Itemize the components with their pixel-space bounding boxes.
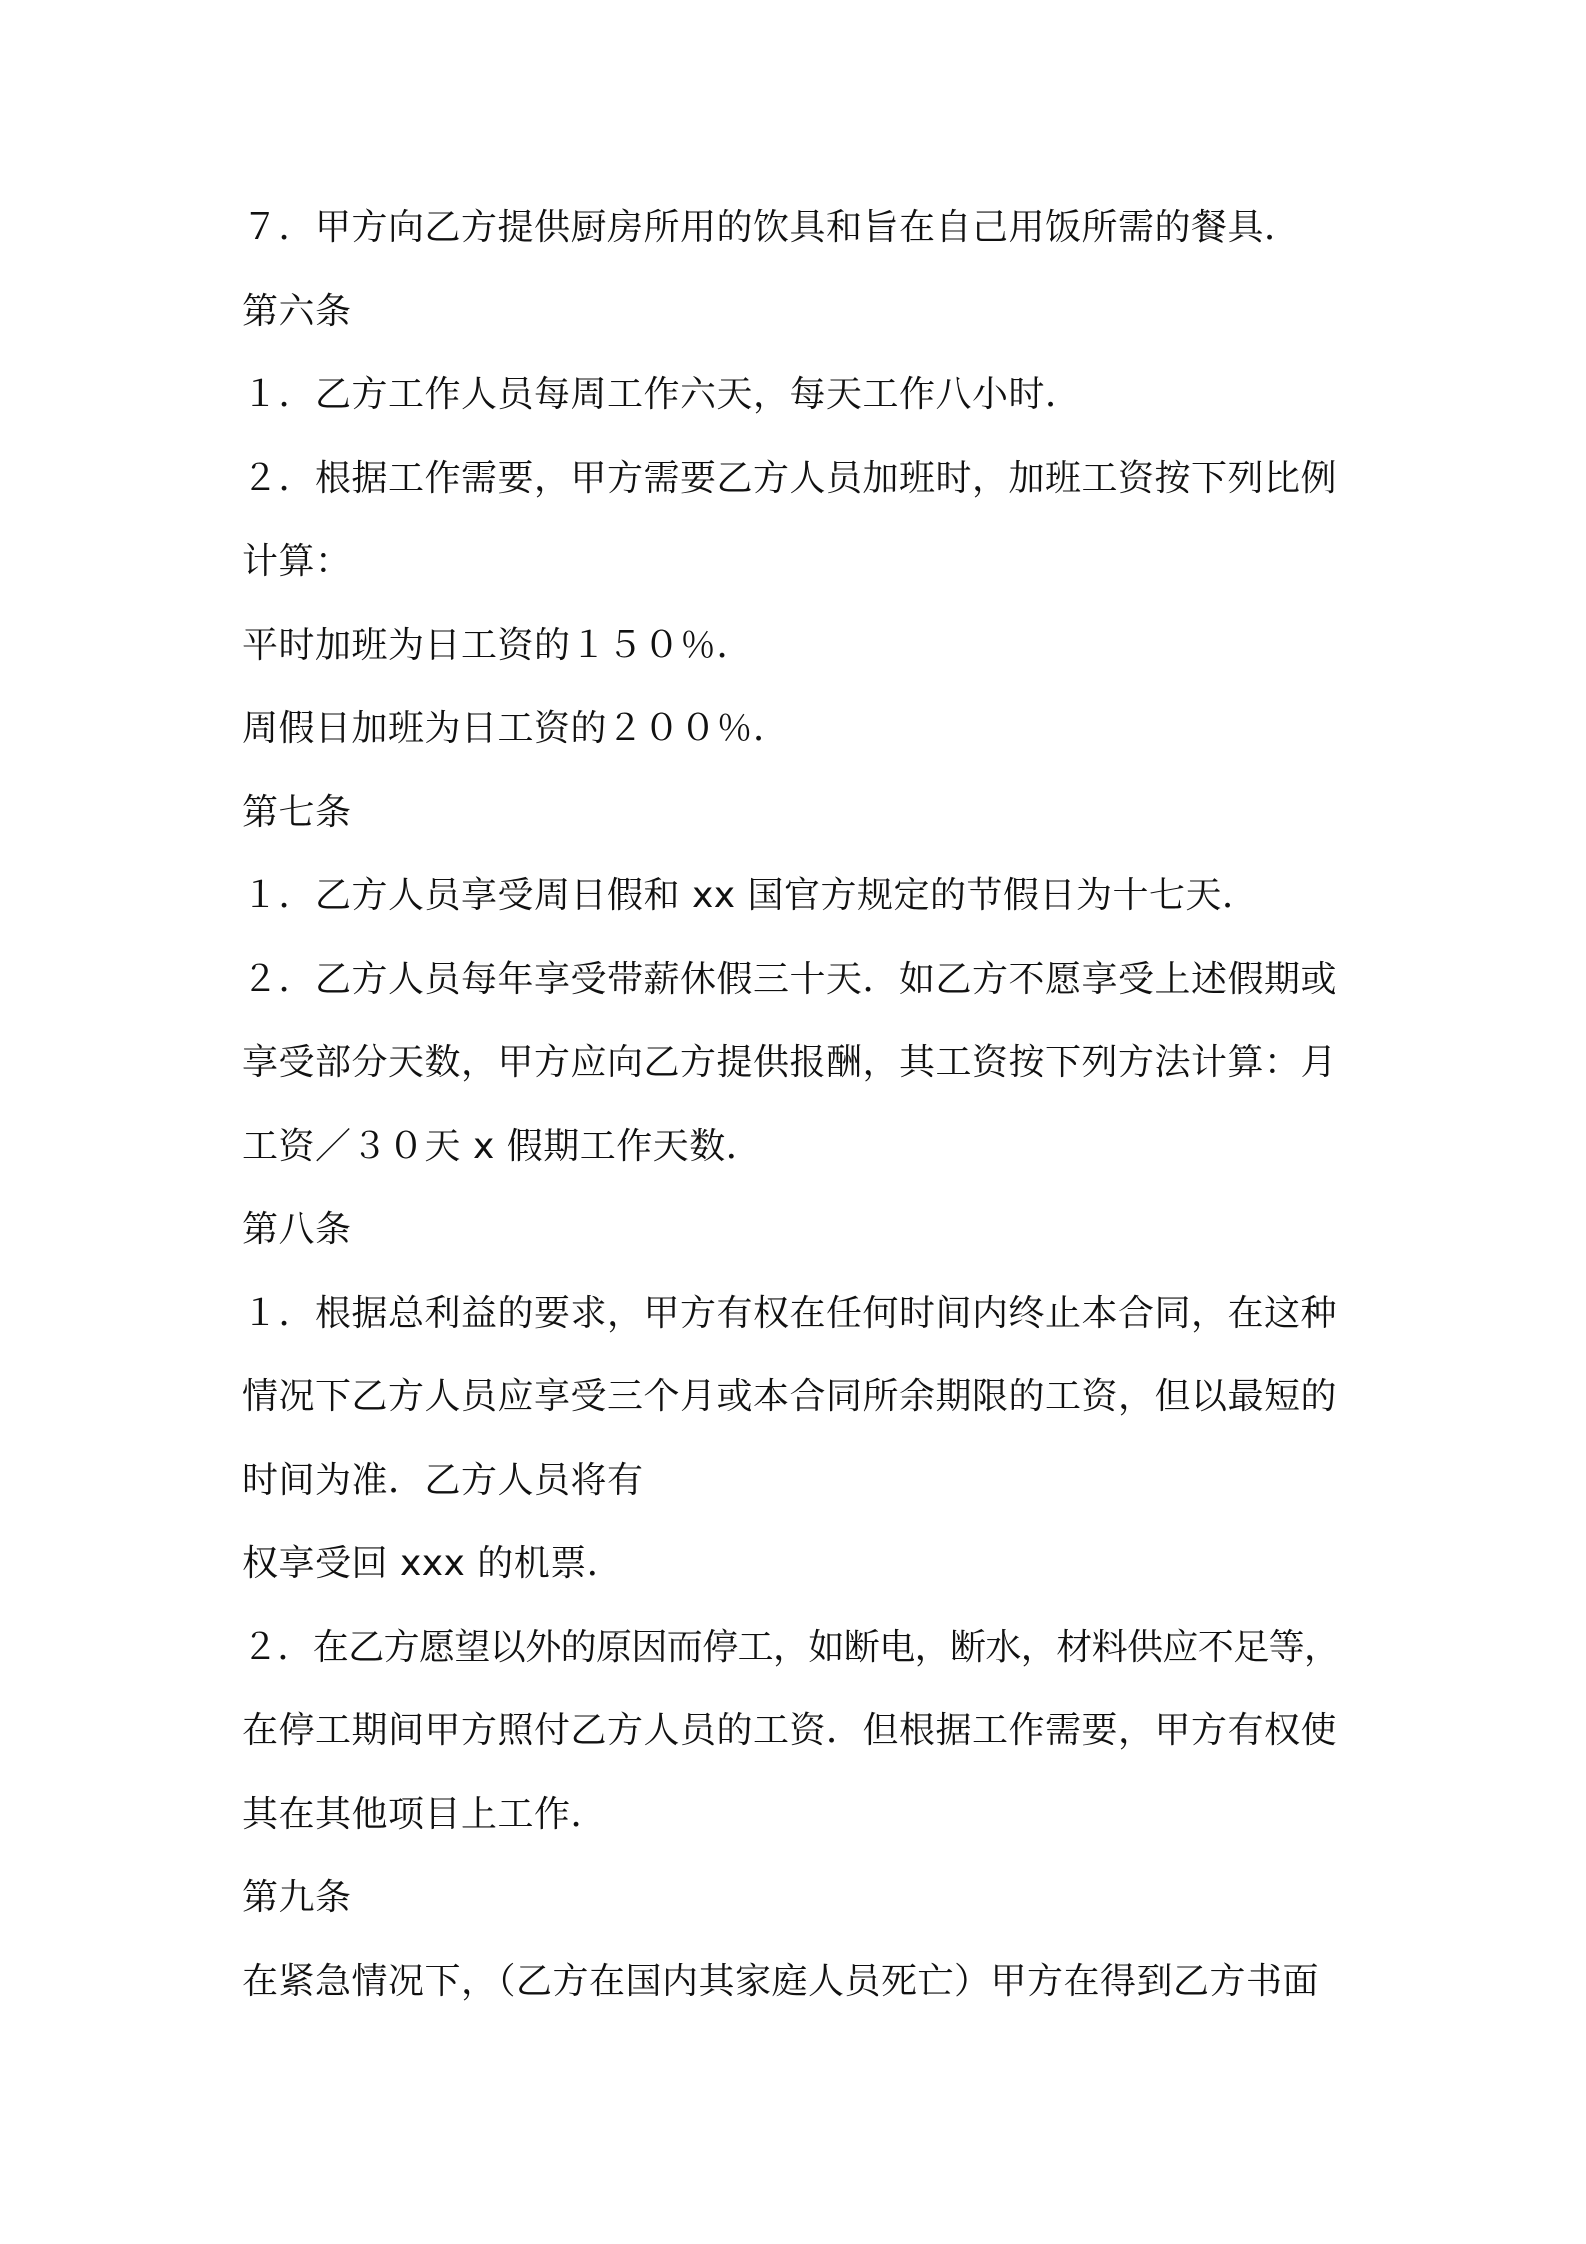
clause-item-1-work-hours: １．乙方工作人员每周工作六天，每天工作八小时． [242, 374, 1082, 415]
text-line: 平时加班为日工资的１５０％． [242, 624, 754, 666]
clause-item-1-termination: １．根据总利益的要求，甲方有权在任何时间内终止本合同，在这种 [242, 1292, 1338, 1334]
text-line: 时间为准．乙方人员将有 [242, 1459, 644, 1501]
text-line: 工资／３０天 x 假期工作天数． [242, 1125, 763, 1167]
clause-item-1-holidays: １．乙方人员享受周日假和 xx 国官方规定的节假日为十七天． [242, 875, 1259, 916]
article-heading-8: 第八条 [242, 1209, 352, 1250]
text-line: 权享受回 xxx 的机票． [242, 1543, 624, 1584]
text-line: 享受部分天数，甲方应向乙方提供报酬，其工资按下列方法计算：月 [242, 1042, 1338, 1083]
article-heading-6: 第六条 [242, 290, 352, 332]
text-line: 计算： [242, 541, 352, 582]
contract-text [242, 196, 1362, 2033]
text-line: 周假日加班为日工资的２００％． [242, 708, 790, 749]
clause-item-2-work-stoppage: ２．在乙方愿望以外的原因而停工，如断电，断水，材料供应不足等， [242, 1626, 1340, 1668]
clause-item-2-paid-leave: ２．乙方人员每年享受带薪休假三十天．如乙方不愿享受上述假期或 [242, 958, 1338, 1000]
clause-item-2-overtime: ２．根据工作需要，甲方需要乙方人员加班时，加班工资按下列比例 [242, 457, 1338, 499]
clause-item-7-kitchenware: ７．甲方向乙方提供厨房所用的饮具和旨在自己用饭所需的餐具． [242, 207, 1301, 248]
text-line: 在紧急情况下，（乙方在国内其家庭人员死亡）甲方在得到乙方书面 [242, 1960, 1320, 2002]
text-line: 情况下乙方人员应享受三个月或本合同所余期限的工资，但以最短的 [242, 1376, 1338, 1417]
article-heading-9: 第九条 [242, 1877, 352, 1918]
article-heading-7: 第七条 [242, 791, 352, 833]
text-line: 其在其他项目上工作． [242, 1793, 608, 1835]
text-line: 在停工期间甲方照付乙方人员的工资．但根据工作需要，甲方有权使 [242, 1710, 1338, 1751]
